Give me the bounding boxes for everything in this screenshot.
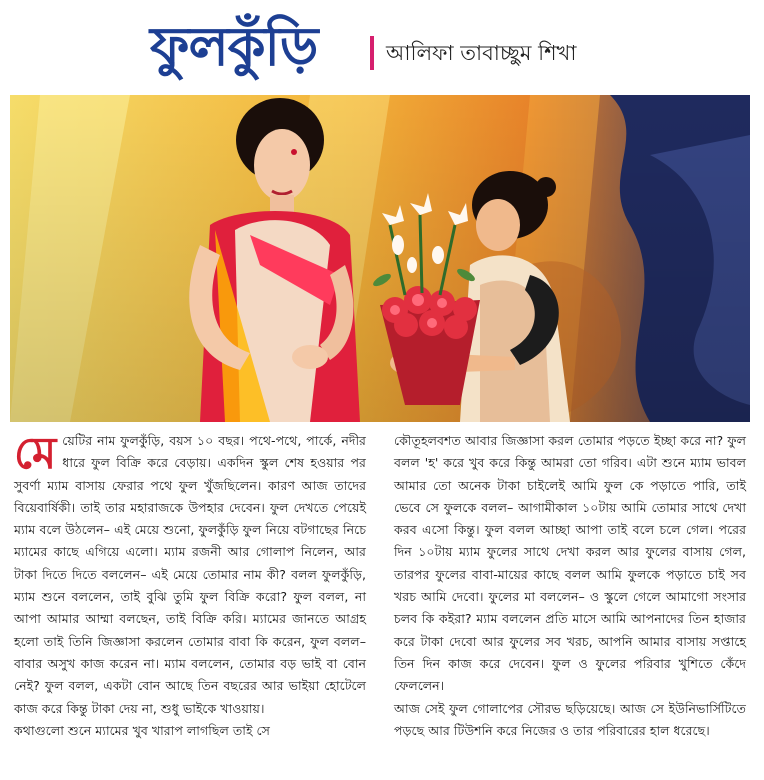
author-byline: আলিফা তাবাচ্ছুম শিখা [386,41,577,65]
article-title: ফুলকুঁড়ি [150,15,318,78]
drop-cap: মে [14,428,57,479]
story-illustration [10,95,750,422]
title-separator [370,36,374,70]
article-body [14,430,752,780]
right-paragraph: কৌতূহলবশত আবার জিজ্ঞাসা করল তোমার পড়তে ইচ্ছা করে না? ফুল বলল 'হ' করে খুব করে কিন্তু আমরা তো গরিব। এটা শুনে ম্যাম ভাবল আমার তো অনেক টাকা চাইলেই আমি ফুল কে পড়াতে পারি, তাই ভেবে সে ফুলকে বলল– আগামীকাল ১০টায় আমি তোমার সাথে দেখা করব এসো কিন্তু। ফুল বলল আচ্ছা আপা তাই বলে চলে গেল। পরের দিন ১০টায় ম্যাম ফুলের সাথে দেখা করল আর ফুলের বাসায় গেল, তারপর ফুলের বাবা-মায়ের কাছে বলল আমি ফুলকে পড়াতে চাই সব খরচ আমি দেবো। ফুলের মা বললেন– ও স্কুলে গেলে আমাগো সংসার চলব কি কইরা? ম্যাম বললেন প্রতি মাসে আমি আপনাদের তিন হাজার করে টাকা দেবো আর ফুলের সব খরচ, আপনি আমার বাসায় সপ্তাহে তিন দিন কাজ করে দেবেন। ফুল ও ফুলের পরিবার খুশিতে কেঁদে ফেললেন। [394,433,746,694]
left-column [14,430,366,742]
left-paragraph: মেয়েটির নাম ফুলকুঁড়ি, বয়স ১০ বছর। পথে-পথে, পার্কে, নদীর ধারে ফুল বিক্রি করে বেড়ায়। একদিন স্কুল শেষ হওয়ার পর সুবর্ণা ম্যাম বাসায় ফেরার পথে ফুল খুঁজছিলেন। কারণ আজ তাদের বিয়েবার্ষিকী। তাই তার মহারাজকে উপহার দেবেন। ফুল দেখতে পেয়েই ম্যাম বলে উঠলেন– এই মেয়ে শুনো, ফুলকুঁড়ি ফুল নিয়ে বটগাছের নিচে ম্যামের কাছে এগিয়ে এলো। ম্যাম রজনী আর গোলাপ নিলেন, আর টাকা দিতে দিতে বললেন– এই মেয়ে তোমার নাম কী? বলল ফুলকুঁড়ি, ম্যাম শুনে বললেন, তাই বুঝি তুমি ফুল বিক্রি করো? ফুল বলল, না আপা আমার আম্মা বলছেন, তাই বিক্রি করি। ম্যামের জানতে আগ্রহ হলো তাই তিনি জিজ্ঞাসা করলেন তোমার বাবা কি করেন, ফুল বলল– বাবার অসুখ কাজ করেন না। ম্যাম বললেন, তোমার বড় ভাই বা বোন নেই? ফুল বলল, একটা বোন আছে তিন বছরের আর ভাইয়া হোটেলে কাজ করে কিন্তু টাকা দেয় না, শুধু ভাইকে খাওয়ায়। [14,428,366,716]
article-header [0,0,764,92]
right-column [394,430,746,742]
left-paragraph-end: কথাগুলো শুনে ম্যামের খুব খারাপ লাগছিল তাই সে [14,722,270,738]
right-paragraph-end: আজ সেই ফুল গোলাপের সৌরভ ছড়িয়েছে। আজ সে ইউনিভার্সিটিতে পড়ছে আর টিউশনি করে নিজের ও তার পরিবারের হাল ধরেছে। [394,700,746,738]
